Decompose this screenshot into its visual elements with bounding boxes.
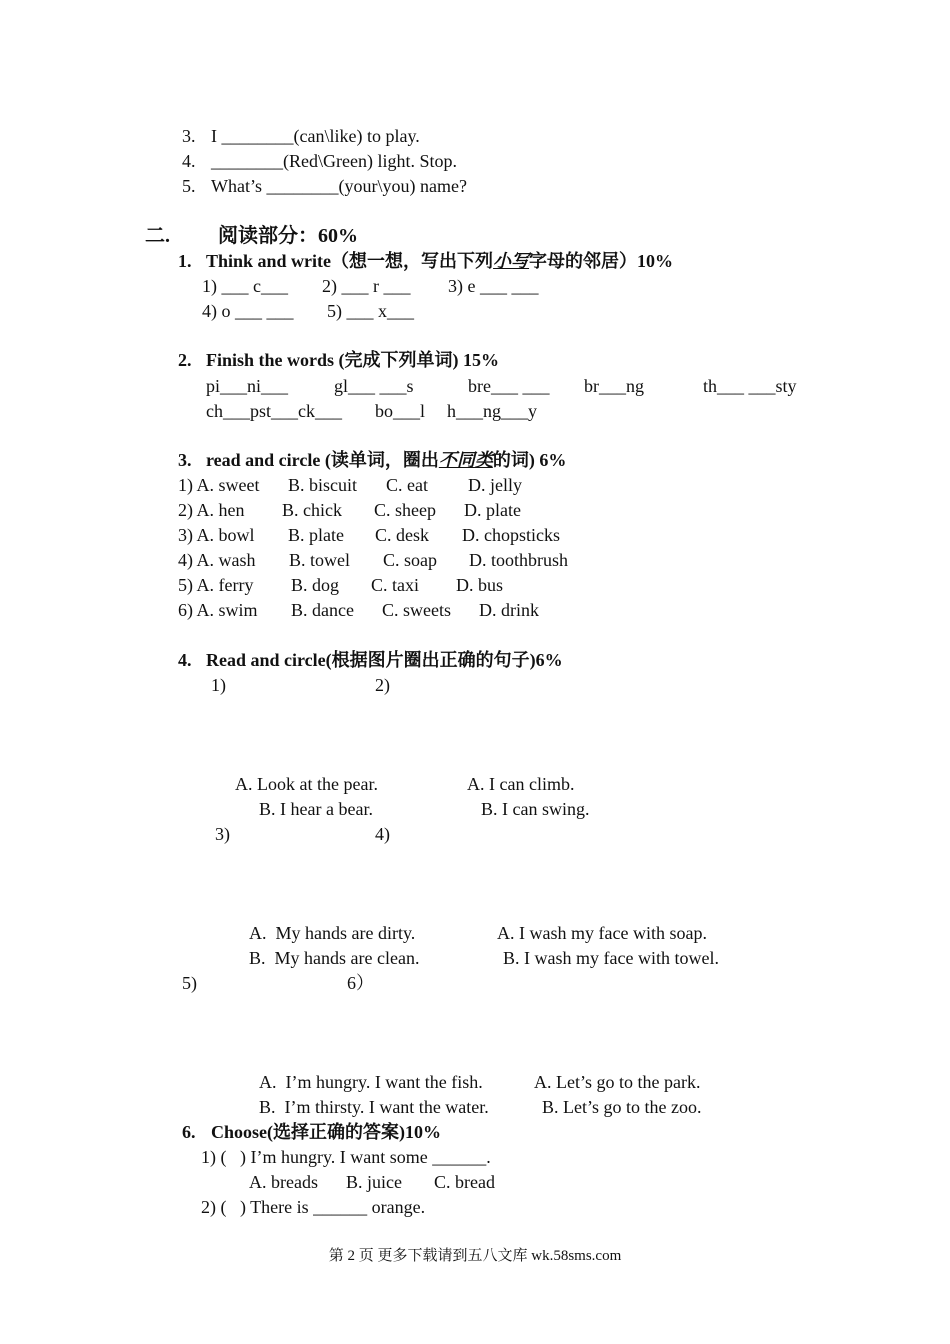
option-text: B. chick bbox=[282, 500, 342, 520]
sentence-option: A. I wash my face with soap. bbox=[497, 923, 707, 943]
option-text: C. sheep bbox=[374, 500, 436, 520]
option-text: 6) A. swim bbox=[178, 600, 258, 620]
option-text: C. taxi bbox=[371, 575, 419, 595]
option-text: D. jelly bbox=[468, 475, 522, 495]
letter-item: 3) e ___ ___ bbox=[448, 276, 539, 296]
option-text: 1) A. sweet bbox=[178, 475, 260, 495]
page-footer: 第 2 页 更多下载请到五八文库 wk.58sms.com bbox=[328, 1248, 622, 1264]
section-number: 2. bbox=[178, 350, 192, 370]
word-item: th___ ___sty bbox=[703, 376, 797, 396]
section-number: 4. bbox=[178, 650, 192, 670]
option-text: D. drink bbox=[479, 600, 539, 620]
part-number: 二. bbox=[145, 225, 170, 247]
option-text: B. dance bbox=[291, 600, 354, 620]
section-number: 6. bbox=[182, 1122, 196, 1142]
sentence-option: B. I can swing. bbox=[481, 799, 590, 819]
section-heading: read and circle (读单词，圈出不同类的词) 6% bbox=[206, 450, 567, 470]
sentence-option: B. My hands are clean. bbox=[249, 948, 420, 968]
word-item: br___ng bbox=[584, 376, 644, 396]
fill-blank-item: What’s ________(your\you) name? bbox=[211, 176, 467, 196]
option-text: B. dog bbox=[291, 575, 340, 595]
section-heading: Read and circle(根据图片圈出正确的句子)6% bbox=[206, 650, 563, 670]
sentence-option: B. Let’s go to the zoo. bbox=[542, 1097, 702, 1117]
item-number: 3. bbox=[182, 126, 196, 146]
sentence-option: A. Look at the pear. bbox=[235, 774, 378, 794]
question-label: 3) bbox=[215, 824, 230, 844]
section-heading: Choose(选择正确的答案)10% bbox=[211, 1122, 441, 1142]
option-text: B. biscuit bbox=[288, 475, 358, 495]
letter-item: 1) ___ c___ bbox=[202, 276, 288, 296]
sentence-option: B. I wash my face with towel. bbox=[503, 948, 719, 968]
option-text: 5) A. ferry bbox=[178, 575, 254, 595]
option-text: C. bread bbox=[434, 1172, 495, 1192]
option-text: C. soap bbox=[383, 550, 437, 570]
item-number: 4. bbox=[182, 151, 196, 171]
option-text: 2) A. hen bbox=[178, 500, 245, 520]
sentence-option: B. I hear a bear. bbox=[259, 799, 373, 819]
letter-item: 5) ___ x___ bbox=[327, 301, 414, 321]
sentence-option: A. I can climb. bbox=[467, 774, 575, 794]
option-text: 4) A. wash bbox=[178, 550, 256, 570]
question-label: 2) bbox=[375, 675, 390, 695]
option-text: B. juice bbox=[346, 1172, 402, 1192]
word-item: pi___ni___ bbox=[206, 376, 289, 396]
option-text: A. breads bbox=[249, 1172, 318, 1192]
section-heading: Finish the words (完成下列单词) 15% bbox=[206, 350, 500, 370]
sentence-option: A. Let’s go to the park. bbox=[534, 1072, 701, 1092]
section-number: 3. bbox=[178, 450, 192, 470]
item-number: 5. bbox=[182, 176, 196, 196]
option-text: 3) A. bowl bbox=[178, 525, 255, 545]
option-text: B. plate bbox=[288, 525, 344, 545]
fill-blank-item: ________(Red\Green) light. Stop. bbox=[211, 151, 457, 171]
word-item: bre___ ___ bbox=[468, 376, 550, 396]
sentence-option: B. I’m thirsty. I want the water. bbox=[259, 1097, 489, 1117]
letter-item: 4) o ___ ___ bbox=[202, 301, 294, 321]
section-number: 1. bbox=[178, 251, 192, 271]
word-item: bo___l bbox=[375, 401, 426, 421]
option-text: D. bus bbox=[456, 575, 504, 595]
question-label: 4) bbox=[375, 824, 390, 844]
word-item: h___ng___y bbox=[447, 401, 537, 421]
option-text: C. desk bbox=[375, 525, 429, 545]
letter-item: 2) ___ r ___ bbox=[322, 276, 411, 296]
question-label: 1) bbox=[211, 675, 226, 695]
choice-question: 1) ( ) I’m hungry. I want some ______. bbox=[201, 1147, 491, 1167]
option-text: D. plate bbox=[464, 500, 521, 520]
option-text: B. towel bbox=[289, 550, 350, 570]
word-item: ch___pst___ck___ bbox=[206, 401, 342, 421]
option-text: D. toothbrush bbox=[469, 550, 568, 570]
fill-blank-item: I ________(can\like) to play. bbox=[211, 126, 420, 146]
choice-question: 2) ( ) There is ______ orange. bbox=[201, 1197, 426, 1217]
sentence-option: A. My hands are dirty. bbox=[249, 923, 416, 943]
question-label: 5) bbox=[182, 973, 197, 993]
question-label: 6） bbox=[347, 973, 374, 993]
part-title: 阅读部分：60% bbox=[218, 225, 358, 247]
section-heading: Think and write（想一想，写出下列小写字母的邻居）10% bbox=[206, 251, 674, 271]
word-item: gl___ ___s bbox=[334, 376, 414, 396]
option-text: C. sweets bbox=[382, 600, 451, 620]
sentence-option: A. I’m hungry. I want the fish. bbox=[259, 1072, 483, 1092]
option-text: C. eat bbox=[386, 475, 428, 495]
option-text: D. chopsticks bbox=[462, 525, 560, 545]
